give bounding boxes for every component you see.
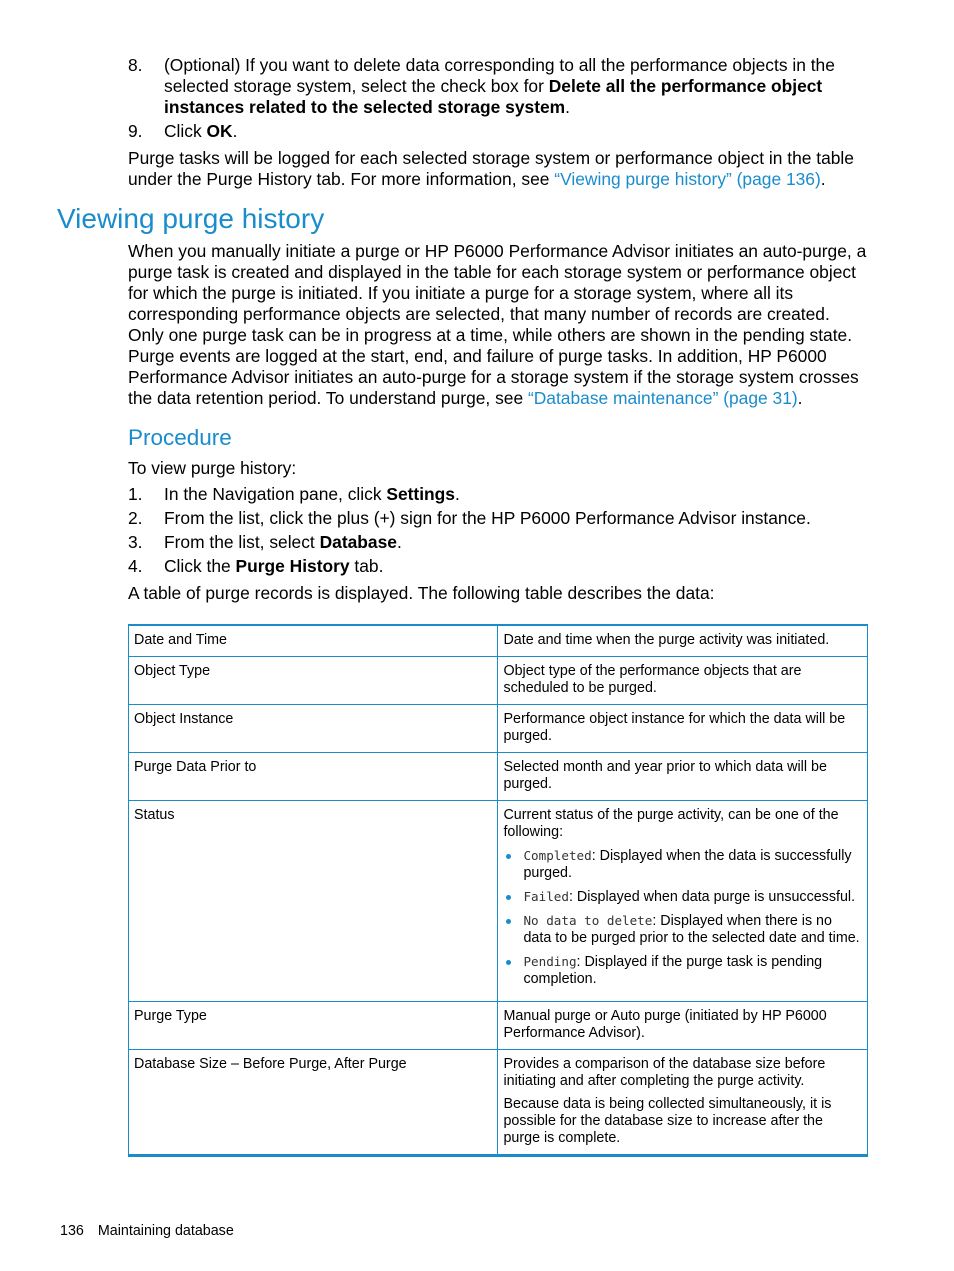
step-number: 4. — [128, 556, 143, 576]
field-cell: Date and Time — [129, 625, 498, 657]
intro-paragraph — [128, 241, 868, 409]
procedure-lead: To view purge history: — [128, 458, 297, 478]
step-text: From the list, select — [164, 532, 320, 552]
paragraph-end: . — [820, 169, 826, 189]
field-cell: Purge Type — [129, 1002, 498, 1050]
database-maintenance-link[interactable]: “Database maintenance” (page 31) — [527, 388, 798, 408]
status-text: : Displayed when data purge is unsuccessful. — [568, 889, 856, 905]
table-row — [129, 801, 868, 1002]
section-title: Viewing purge history — [57, 203, 325, 234]
step-number: 9. — [128, 121, 143, 141]
step-9 — [128, 121, 868, 142]
step-emphasis: Settings — [386, 484, 455, 504]
status-text: : Displayed when there is no data to be purged prior to the selected date and time. — [523, 913, 860, 946]
procedure-step-4 — [128, 556, 868, 577]
description-cell: Performance object instance for which the data will be purged. — [498, 705, 868, 753]
step-emphasis: Delete all the performance object instances related to the selected storage system — [164, 76, 823, 117]
status-code: Pending — [523, 954, 577, 969]
viewing-purge-history-link[interactable]: “Viewing purge history” (page 136) — [554, 169, 821, 189]
field-cell: Database Size – Before Purge, After Purge — [129, 1050, 498, 1156]
field-cell: Object Type — [129, 657, 498, 705]
list-item — [503, 912, 861, 947]
step-number: 2. — [128, 508, 143, 528]
step-text-end: . — [396, 532, 402, 552]
description-cell: Manual purge or Auto purge (initiated by HP P6000 Performance Advisor). — [498, 1002, 868, 1050]
step-text-end: tab. — [349, 556, 384, 576]
paragraph-text: Purge tasks will be logged for each selected storage system or performance object in the table under the Purge History tab. For more information, see — [128, 148, 854, 189]
table-row — [129, 705, 868, 753]
table-lead: A table of purge records is displayed. The following table describes the data: — [128, 583, 715, 603]
description-cell: Date and time when the purge activity was initiated. — [498, 625, 868, 657]
step-number: 3. — [128, 532, 143, 552]
step-number: 1. — [128, 484, 143, 504]
procedure-step-3 — [128, 532, 868, 553]
status-list — [503, 847, 861, 988]
field-cell: Object Instance — [129, 705, 498, 753]
step-emphasis: OK — [206, 121, 233, 141]
table-row — [129, 1050, 868, 1156]
description-cell: Object type of the performance objects that are scheduled to be purged. — [498, 657, 868, 705]
step-number: 8. — [128, 55, 143, 75]
table-row — [129, 753, 868, 801]
status-code: No data to delete — [523, 913, 653, 928]
step-text: Click — [164, 121, 207, 141]
description-cell: Selected month and year prior to which data will be purged. — [498, 753, 868, 801]
table-row — [129, 625, 868, 657]
status-text: : Displayed if the purge task is pending completion. — [523, 954, 823, 987]
step-8 — [128, 55, 868, 118]
list-item — [503, 953, 861, 988]
paragraph-text: When you manually initiate a purge or HP P6000 Performance Advisor initiates an auto-purge, a purge task is created and displayed in the table for each storage system or performance object for which the purge is initiated. If you initiate a purge for a storage system, where all its corresponding performance objects are selected, that many number of records are created. Only one purge task can be in progress at a time, while others are shown in the pending state. Purge events are logged at the start, end, and failure of purge tasks. In addition, HP P6000 Performance Advisor initiates an auto-purge for a storage system if the storage system crosses the data retention period. To understand purge, see — [128, 241, 867, 408]
status-code: Completed — [523, 848, 592, 863]
status-code: Failed — [523, 889, 569, 904]
table-row — [129, 657, 868, 705]
status-text: : Displayed when the data is successfully purged. — [523, 848, 852, 881]
description-text: Provides a comparison of the database size before initiating and after completing the purge activity. — [503, 1056, 826, 1089]
description-cell — [498, 801, 868, 1002]
procedure-step-1 — [128, 484, 868, 505]
step-emphasis: Database — [319, 532, 397, 552]
step-text-end: . — [565, 97, 570, 117]
description-note: Because data is being collected simultaneously, it is possible for the database size to increase after the purge is complete. — [503, 1096, 832, 1146]
step-text-end: . — [454, 484, 460, 504]
table-row — [129, 1002, 868, 1050]
purge-history-paragraph — [128, 148, 868, 190]
step-text: From the list, click the plus (+) sign for the HP P6000 Performance Advisor instance. — [164, 508, 811, 528]
list-item — [503, 847, 861, 882]
description-cell — [498, 1050, 868, 1156]
field-cell: Purge Data Prior to — [129, 753, 498, 801]
step-text-end: . — [232, 121, 238, 141]
purge-records-table — [128, 624, 868, 1157]
footer-section: Maintaining database — [97, 1223, 234, 1239]
page-number: 136 — [60, 1223, 84, 1239]
list-item — [503, 888, 861, 906]
status-description: Current status of the purge activity, can be one of the following: — [503, 807, 839, 840]
paragraph-end: . — [797, 388, 803, 408]
procedure-heading: Procedure — [128, 425, 232, 450]
field-cell: Status — [129, 801, 498, 1002]
step-text: (Optional) If you want to delete data corresponding to all the performance objects in the selected storage system, select the check box for — [164, 55, 835, 96]
page-footer — [60, 1222, 234, 1240]
step-text: In the Navigation pane, click — [164, 484, 387, 504]
step-emphasis: Purge History — [235, 556, 350, 576]
step-text: Click the — [164, 556, 236, 576]
procedure-step-2 — [128, 508, 868, 529]
